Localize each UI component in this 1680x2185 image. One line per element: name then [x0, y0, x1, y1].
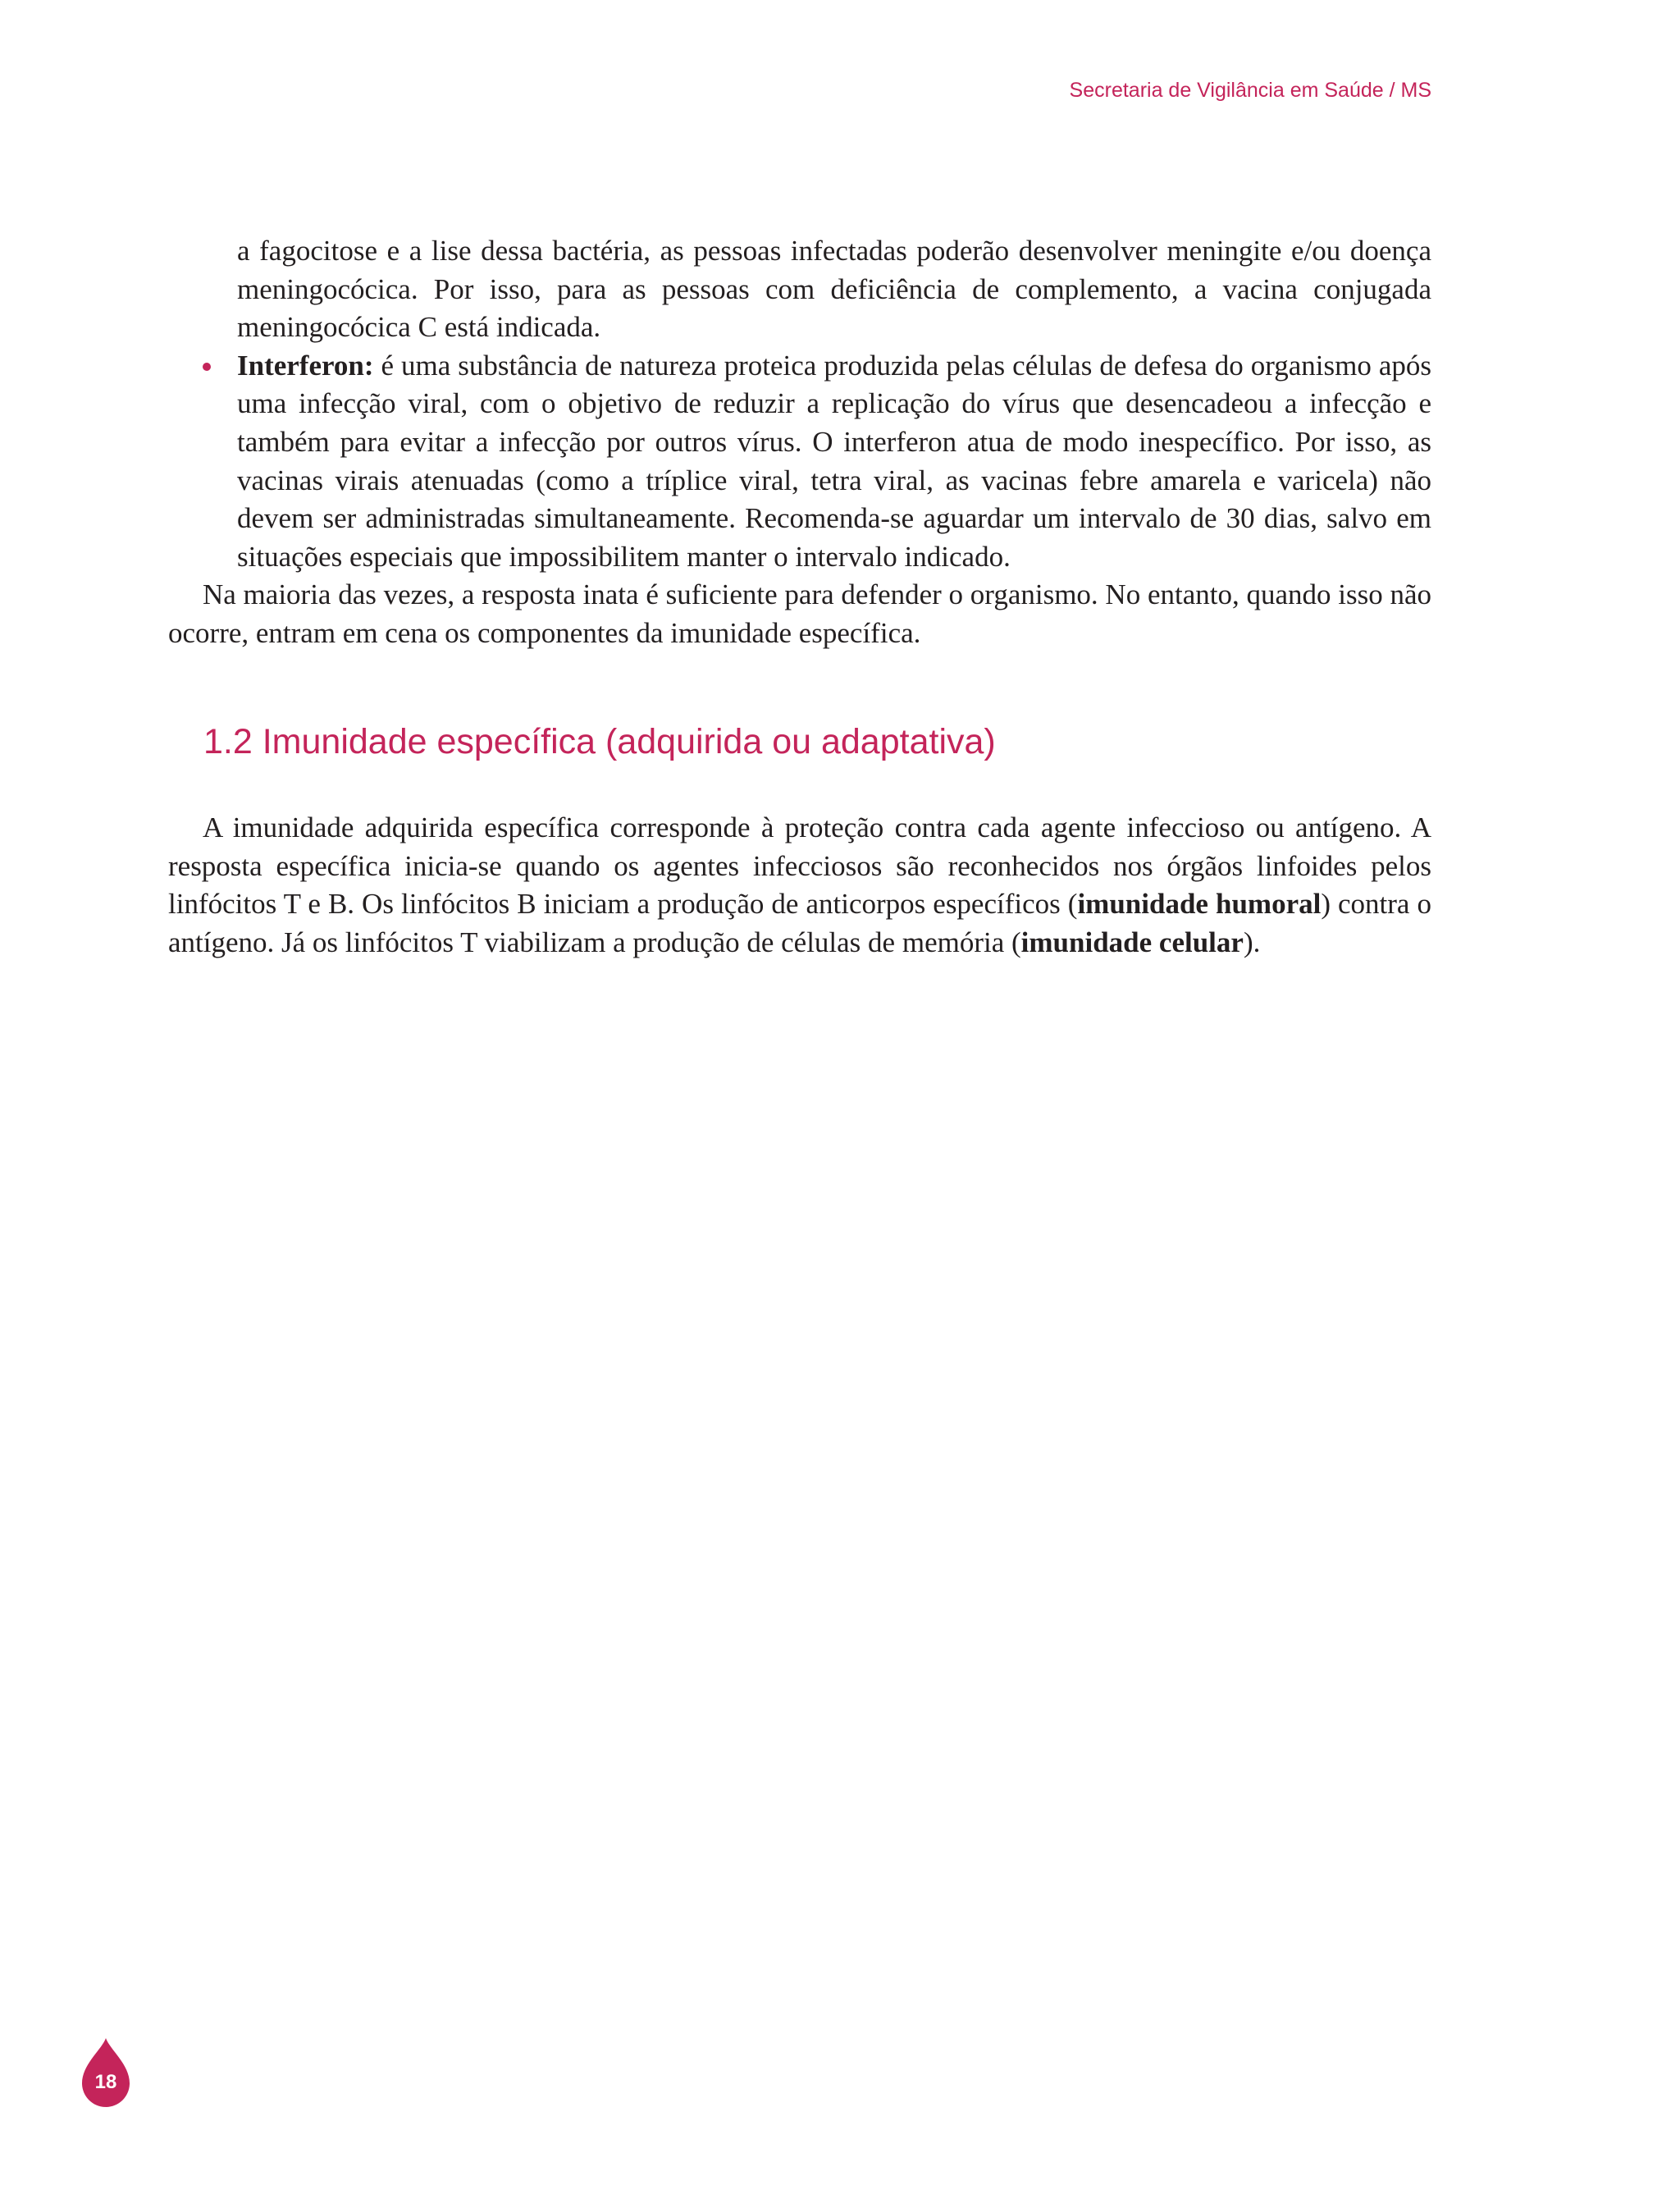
innate-paragraph: Na maioria das vezes, a resposta inata é suficiente para defender o organismo. No entanto, quando isso não ocorre, entram em cena os componentes da imunidade específica.: [168, 578, 1432, 649]
interferon-text: é uma substância de natureza proteica produzida pelas células de defesa do organismo após uma infecção viral, com o objetivo de reduzir a replicação do vírus que desencadeou a infecção e também para evitar a infecção por outros vírus. O interferon atua de modo inespecífico. Por isso, as vacinas virais atenuadas (como a tríplice viral, tetra viral, as vacinas febre amarela e varicela) não devem ser administradas simultaneamente. Recomenda-se aguardar um intervalo de 30 dias, salvo em situações especiais que impossibilitem manter o intervalo indicado.: [237, 349, 1431, 573]
continued-paragraph: a fagocitose e a lise dessa bactéria, as pessoas infectadas poderão desenvolver meningite e/ou doença meningocócica. Por isso, para as pessoas com deficiência de complemento, a vacina conjugada meningocócica C está indicada.: [237, 235, 1431, 344]
bullet-dot-icon: [203, 363, 211, 371]
running-header: Secretaria de Vigilância em Saúde / MS: [1069, 79, 1431, 102]
cellular-bold: imunidade celular: [1020, 926, 1244, 958]
body-text: [168, 232, 1431, 653]
paragraph-text: ).: [1243, 926, 1261, 958]
page-number: 18: [94, 2071, 117, 2093]
specific-immunity-paragraph: [168, 809, 1431, 962]
interferon-label: Interferon:: [237, 349, 374, 382]
section-body: [168, 809, 1431, 962]
bullet-item-interferon: [168, 347, 1431, 577]
section-heading: 1.2 Imunidade específica (adquirida ou adaptativa): [203, 722, 996, 761]
paragraph-text: A imunidade adquirida específica corresponde à proteção contra cada agente infeccioso ou antígeno. A resposta específica inicia-se quando os agentes infecciosos são reconhecidos nos órgãos linfoides pelos linfócitos T e B. Os linfócitos B iniciam a produção de anticorpos específicos (: [168, 811, 1431, 921]
paragraph-text: ) contra o antígeno. Já os linfócitos T viabilizam a produção de células de memória (: [168, 888, 1431, 958]
humoral-bold: imunidade humoral: [1077, 888, 1322, 921]
page-number-badge: [82, 2038, 130, 2107]
